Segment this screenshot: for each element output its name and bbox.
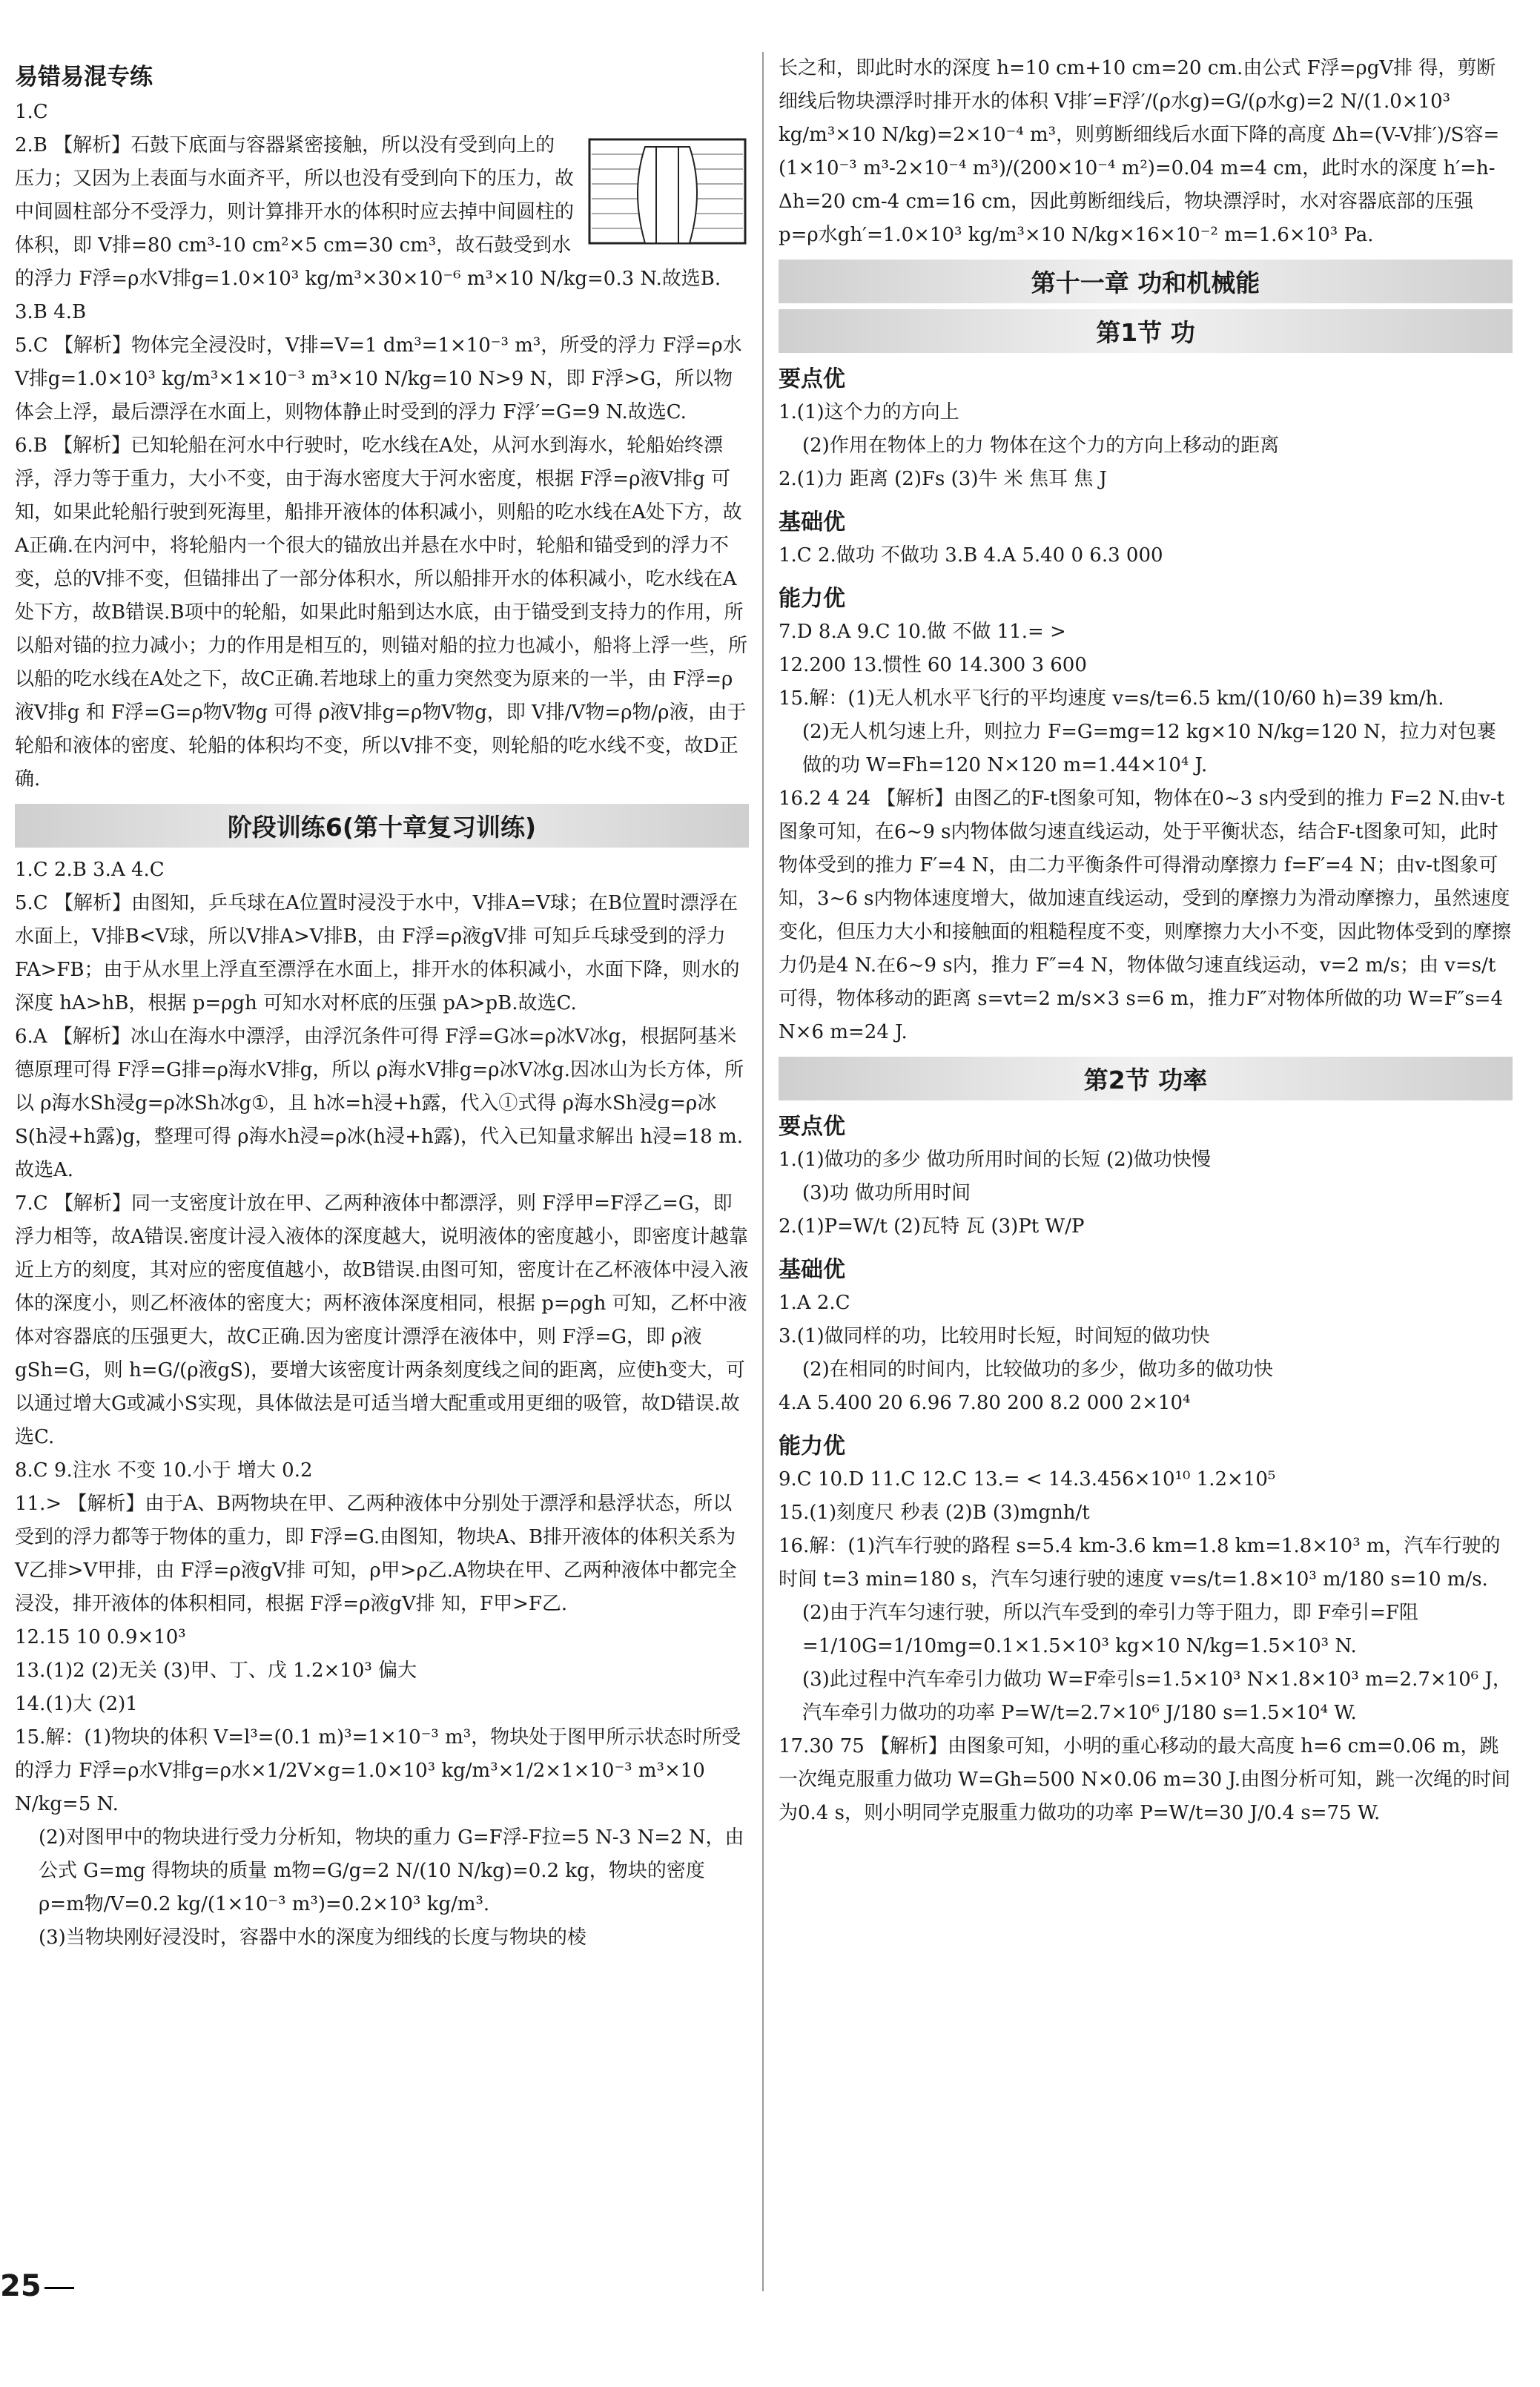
drum-figure <box>586 132 749 251</box>
answer-item: 13.(1)2 (2)无关 (3)甲、丁、戊 1.2×10³ 偏大 <box>15 1660 417 1682</box>
subsection-title: 能力优 <box>779 586 845 612</box>
subsection-title: 要点优 <box>779 1114 845 1140</box>
answer-item: 2.(1)力 距离 (2)Fs (3)牛 米 焦耳 焦 J <box>779 468 1107 490</box>
answer-item: 1.(1)这个力的方向上 <box>779 401 959 423</box>
answer-item: (2)由于汽车匀速行驶，所以汽车受到的牵引力等于阻力，即 F牵引=F阻=1/10G=1/10mg=0.1×1.5×10³ kg×10 N/kg=1.5×10³ N. <box>802 1602 1418 1657</box>
answer-item: 5.C 【解析】由图知，乒乓球在A位置时浸没于水中，V排A=V球；在B位置时漂浮在水面上，V排B<V球，所以V排A>V排B，由 F浮=ρ液gV排 可知乒乓球受到的浮力 FA>FB；由于从水里上浮直至漂浮在水面上，排开水的体积减小，水面下降，则水的深度 hA>hB，根据 p=ρgh 可知水对杯底的压强 pA>pB.故选C. <box>15 892 740 1014</box>
answer-item: 17.30 75 【解析】由图象可知，小明的重心移动的最大高度 h=6 cm=0.06 m，跳一次绳克服重力做功 W=Gh=500 N×0.06 m=30 J.由图分析可知，跳一次绳的时间为0.4 s，则小明同学克服重力做功的功率 P=W/t=30 J/0.4 s=75 W. <box>779 1735 1511 1824</box>
page-number: 25 <box>0 2269 74 2303</box>
answer-item: 1.C 2.B 3.A 4.C <box>15 859 165 881</box>
subsection-title: 能力优 <box>779 1433 845 1459</box>
answer-item: (2)无人机匀速上升，则拉力 F=G=mg=12 kg×10 N/kg=120 N，拉力对包裹做的功 W=Fh=120 N×120 m=1.44×10⁴ J. <box>802 721 1496 776</box>
answer-item: 1.C 2.做功 不做功 3.B 4.A 5.40 0 6.3 000 <box>779 544 1163 567</box>
answer-item: 2.(1)P=W/t (2)瓦特 瓦 (3)Pt W/P <box>779 1215 1085 1238</box>
answer-item: 6.B 【解析】已知轮船在河水中行驶时，吃水线在A处，从河水到海水，轮船始终漂浮，浮力等于重力，大小不变，由于海水密度大于河水密度，根据 F浮=ρ液V排g 可知，如果此轮船行驶到死海里，船排开液体的体积减小，则船的吃水线在A处下方，故A正确.在内河中，将轮船内一个很大的锚放出并悬在水中时，轮船和锚受到的浮力不变，总的V排不变，但锚排出了一部分体积水，所以船排开水的体积减小，吃水线在A处下方，故B错误.B项中的轮船，如果此时船到达水底，由于锚受到支持力的作用，所以船对锚的拉力减小；力的作用是相互的，则锚对船的拉力也减小，船将上浮一些，所以船的吃水线在A处之下，故C正确.若地球上的重力突然变为原来的一半，由 F浮=ρ液V排g 和 F浮=G=ρ物V物g 可得 ρ液V排g=ρ物V物g，即 V排/V物=ρ物/ρ液，由于轮船和液体的密度、轮船的体积均不变，所以V排不变，则轮船的吃水线不变，故D正确. <box>15 435 748 790</box>
answer-item: 15.解：(1)无人机水平飞行的平均速度 v=s/t=6.5 km/(10/60 h)=39 km/h. <box>779 687 1444 710</box>
subsection-title: 基础优 <box>779 1257 845 1283</box>
answer-item: 1.C <box>15 101 48 123</box>
answer-item: 14.(1)大 (2)1 <box>15 1693 138 1715</box>
answer-item: 9.C 10.D 11.C 12.C 13.= < 14.3.456×10¹⁰ 1.2×10⁵ <box>779 1468 1276 1490</box>
section-banner: 第2节 功率 <box>779 1057 1513 1100</box>
left-column <box>15 52 749 1955</box>
answer-item: 7.D 8.A 9.C 10.做 不做 11.= > <box>779 621 1066 643</box>
answer-item: 6.A 【解析】冰山在海水中漂浮，由浮沉条件可得 F浮=G冰=ρ冰V冰g，根据阿基米德原理可得 F浮=G排=ρ海水V排g，所以 ρ海水V排g=ρ冰V冰g.因冰山为长方体，所以 ρ海水Sh浸g=ρ冰Sh冰g①，且 h冰=h浸+h露，代入①式得 ρ海水Sh浸g=ρ冰S(h浸+h露)g，整理可得 ρ海水h浸=ρ冰(h浸+h露)，代入已知量求解出 h浸=18 m.故选A. <box>15 1026 744 1181</box>
answer-item: (3)功 做功所用时间 <box>802 1182 971 1204</box>
answer-item: 4.A 5.400 20 6.96 7.80 200 8.2 000 2×10⁴ <box>779 1392 1191 1414</box>
column-divider <box>762 52 764 2291</box>
answer-item: (3)此过程中汽车牵引力做功 W=F牵引s=1.5×10³ N×1.8×10³ m=2.7×10⁶ J，汽车牵引力做功的功率 P=W/t=2.7×10⁶ J/180 s=1.5×10⁴ W. <box>802 1668 1512 1724</box>
subsection-title: 基础优 <box>779 509 845 535</box>
answer-item: (2)作用在物体上的力 物体在这个力的方向上移动的距离 <box>802 435 1280 457</box>
answer-item: 16.2 4 24 【解析】由图乙的F-t图象可知，物体在0~3 s内受到的推力 F=2 N.由v-t图象可知，在6~9 s内物体做匀速直线运动，处于平衡状态，结合F-t图象可知，此时物体受到的推力 F′=4 N，由二力平衡条件可得滑动摩擦力 f=F′=4 N；由v-t图象可知，3~6 s内物体速度增大，做加速直线运动，受到的摩擦力为滑动摩擦力，虽然速度变化，但压力大小和接触面的粗糙程度不变，则摩擦力大小不变，因此物体受到的摩擦力仍是4 N.在6~9 s内，推力 F″=4 N，物体做匀速直线运动，v=2 m/s；由 v=s/t 可得，物体移动的距离 s=vt=2 m/s×3 s=6 m，推力F″对物体所做的功 W=F″s=4 N×6 m=24 J. <box>779 788 1512 1043</box>
section-title: 易错易混专练 <box>15 64 153 90</box>
answer-item: 12.200 13.惯性 60 14.300 3 600 <box>779 654 1087 676</box>
answer-item: 8.C 9.注水 不变 10.小于 增大 0.2 <box>15 1459 313 1482</box>
answer-item: 5.C 【解析】物体完全浸没时，V排=V=1 dm³=1×10⁻³ m³，所受的浮力 F浮=ρ水V排g=1.0×10³ kg/m³×1×10⁻³ m³×10 N/kg=10 N>9 N，即 F浮>G，所以物体会上浮，最后漂浮在水面上，则物体静止时受到的浮力 F浮′=G=9 N.故选C. <box>15 334 742 423</box>
answer-item: 1.(1)做功的多少 做功所用时间的长短 (2)做功快慢 <box>779 1149 1211 1171</box>
answer-item: 15.(1)刻度尺 秒表 (2)B (3)mgnh/t <box>779 1502 1090 1524</box>
answer-item: 7.C 【解析】同一支密度计放在甲、乙两种液体中都漂浮，则 F浮甲=F浮乙=G，即浮力相等，故A错误.密度计浸入液体的深度越大，说明液体的密度越小，即密度计越靠近上方的刻度，其对应的密度值越小，故B错误.由图可知，密度计在乙杯液体中浸入液体的深度小，则乙杯液体的密度大；两杯液体深度相同，根据 p=ρgh 可知，乙杯中液体对容器底的压强更大，故C正确.因为密度计漂浮在液体中，则 F浮=G，即 ρ液gSh=G，则 h=G/(ρ液gS)，要增大该密度计两条刻度线之间的距离，应使h变大，可以通过增大G或减小S实现，具体做法是可适当增大配重或用更细的吸管，故D错误.故选C. <box>15 1192 749 1448</box>
right-column <box>779 52 1513 1830</box>
answer-item: 3.(1)做同样的功，比较用时长短，时间短的做功快 <box>779 1325 1210 1347</box>
answer-item: 3.B 4.B <box>15 301 87 323</box>
subsection-title: 要点优 <box>779 366 845 392</box>
answer-item: 1.A 2.C <box>779 1292 850 1314</box>
answer-item: 12.15 10 0.9×10³ <box>15 1626 186 1648</box>
answer-item: 16.解：(1)汽车行驶的路程 s=5.4 km-3.6 km=1.8 km=1.8×10³ m，汽车行驶的时间 t=3 min=180 s，汽车匀速行驶的速度 v=s/t=1.8×10³ m/180 s=10 m/s. <box>779 1535 1501 1591</box>
answer-item: 2.B 【解析】石鼓下底面与容器紧密接触，所以没有受到向上的压力；又因为上表面与水面齐平，所以也没有受到向下的压力，故中间圆柱部分不受浮力，则计算排开水的体积时应去掉中间圆柱的体积，即 V排=80 cm³-10 cm²×5 cm=30 cm³，故石鼓受到水的浮力 F浮=ρ水V排g=1.0×10³ kg/m³×30×10⁻⁶ m³×10 N/kg=0.3 N.故选B. <box>15 134 721 290</box>
answer-item: (2)在相同的时间内，比较做功的多少，做功多的做功快 <box>802 1358 1273 1381</box>
answer-item: (3)当物块刚好浸没时，容器中水的深度为细线的长度与物块的棱 <box>39 1927 586 1949</box>
answer-item: 15.解：(1)物块的体积 V=l³=(0.1 m)³=1×10⁻³ m³，物块处于图甲所示状态时所受的浮力 F浮=ρ水V排g=ρ水×1/2V×g=1.0×10³ kg/m³×1/2×1×10⁻³ m³×10 N/kg=5 N. <box>15 1726 741 1815</box>
chapter-banner: 第十一章 功和机械能 <box>779 260 1513 303</box>
answer-item: 长之和，即此时水的深度 h=10 cm+10 cm=20 cm.由公式 F浮=ρgV排 得，剪断细线后物块漂浮时排开水的体积 V排′=F浮′/(ρ水g)=G/(ρ水g)=2 N/(1.0×10³ kg/m³×10 N/kg)=2×10⁻⁴ m³，则剪断细线后水面下降的高度 Δh=(V-V排′)/S容=(1×10⁻³ m³-2×10⁻⁴ m³)/(200×10⁻⁴ m²)=0.04 m=4 cm，此时水的深度 h′=h-Δh=20 cm-4 cm=16 cm，因此剪断细线后，物块漂浮时，水对容器底部的压强 p=ρ水gh′=1.0×10³ kg/m³×10 N/kg×16×10⁻² m=1.6×10³ Pa. <box>779 57 1500 246</box>
section-banner: 第1节 功 <box>779 309 1513 353</box>
answer-item: 11.> 【解析】由于A、B两物块在甲、乙两种液体中分别处于漂浮和悬浮状态，所以受到的浮力都等于物体的重力，即 F浮=G.由图知，物块A、B排开液体的体积关系为 V乙排>V甲排，由 F浮=ρ液gV排 可知，ρ甲>ρ乙.A物块在甲、乙两种液体中都完全浸没，排开液体的体积相同，根据 F浮=ρ液gV排 知，F甲>F乙. <box>15 1493 737 1615</box>
stage-training-banner: 阶段训练6(第十章复习训练) <box>15 804 749 848</box>
answer-item: (2)对图甲中的物块进行受力分析知，物块的重力 G=F浮-F拉=5 N-3 N=2 N，由公式 G=mg 得物块的质量 m物=G/g=2 N/(10 N/kg)=0.2 kg，物块的密度 ρ=m物/V=0.2 kg/(1×10⁻³ m³)=0.2×10³ kg/m³. <box>39 1826 744 1915</box>
